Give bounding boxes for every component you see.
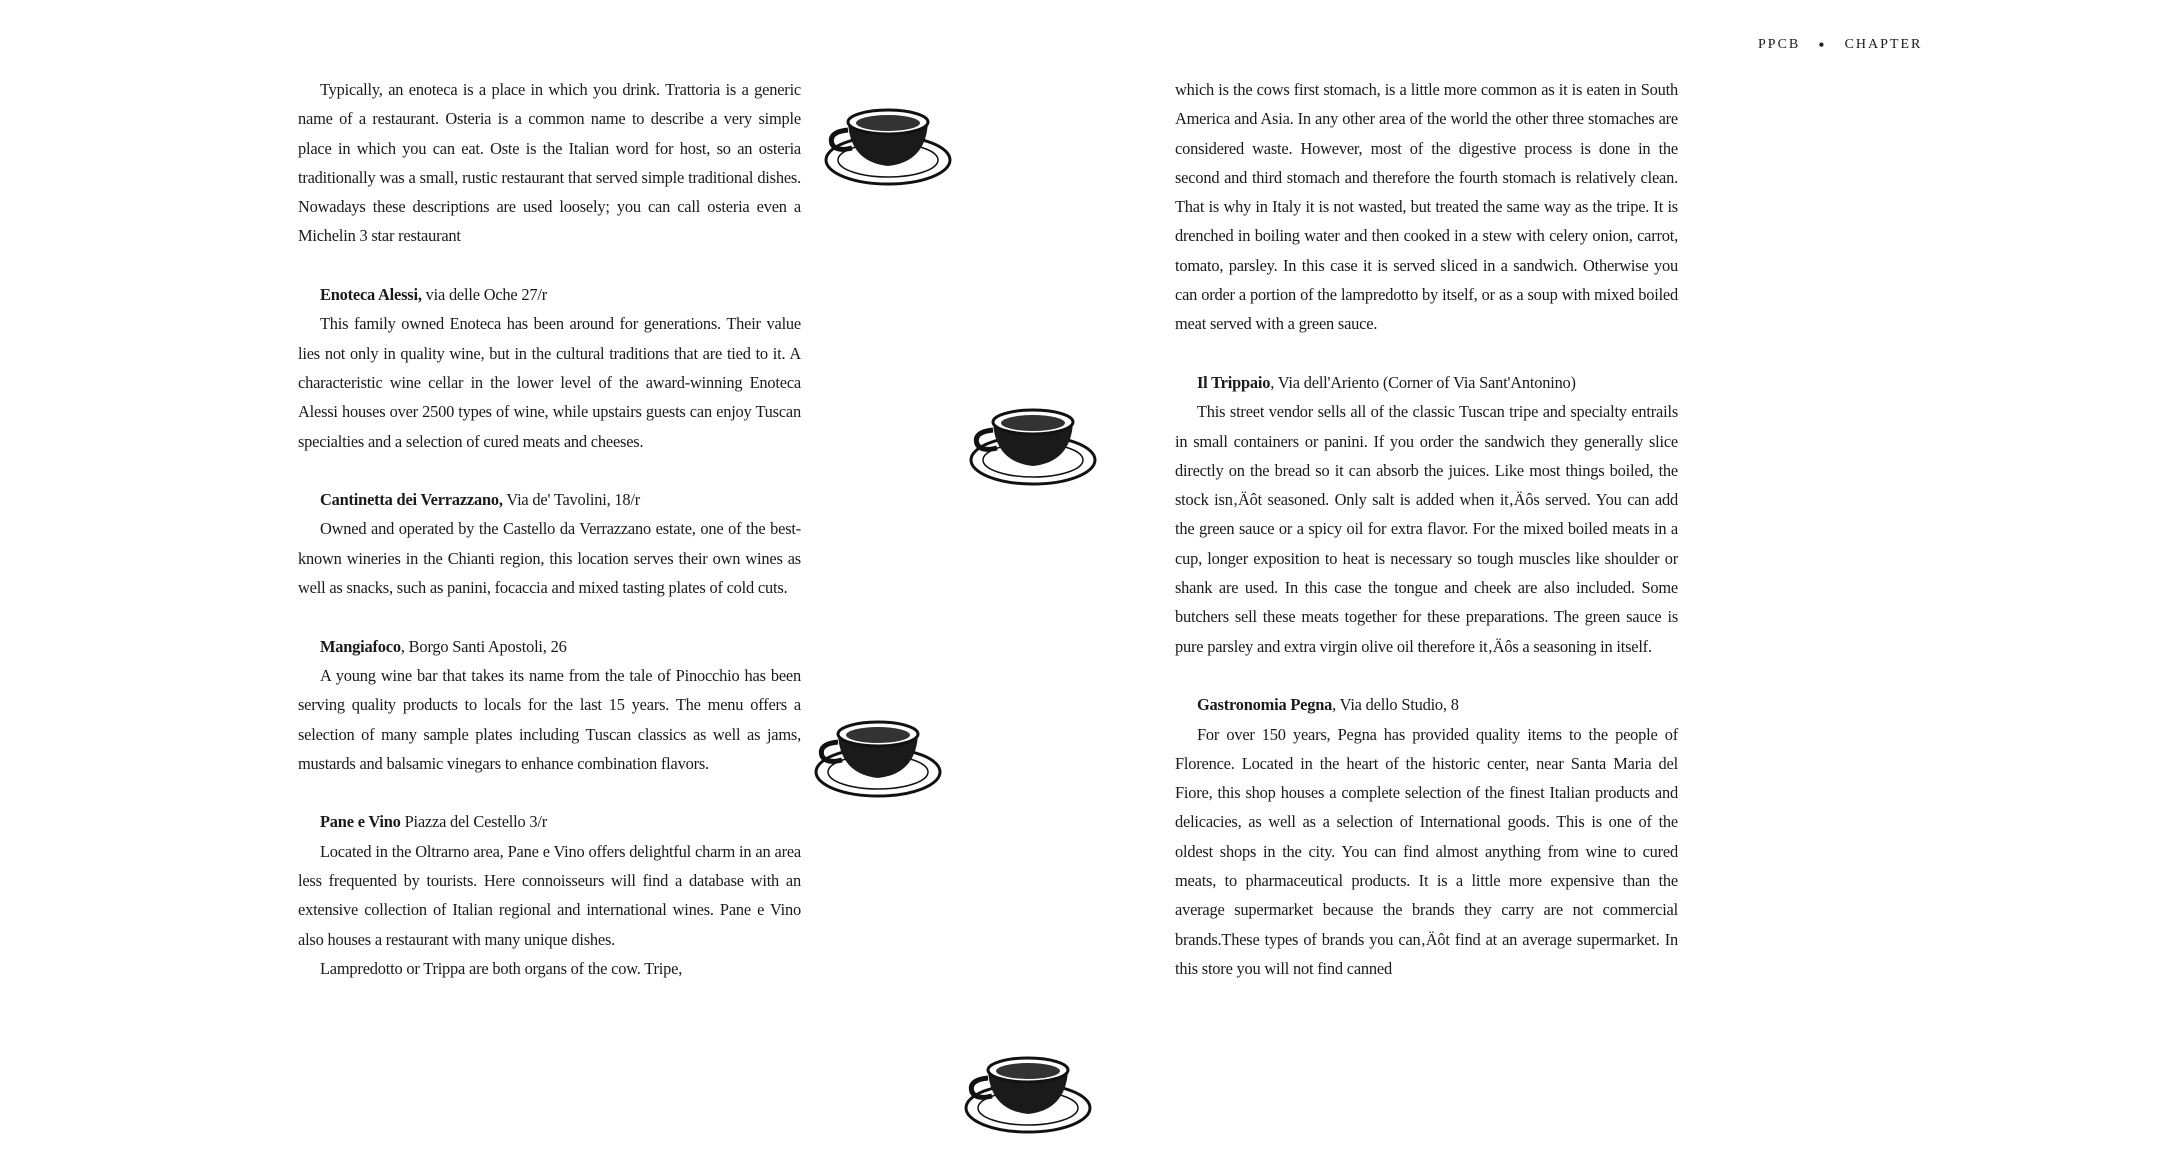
closing-paragraph: Lampredotto or Trippa are both organs of the cow. Tripe, [320,958,683,978]
entry-body: For over 150 years, Pegna has provided quality items to the people of Florence. Located in the heart of the historic center, near Santa Maria del Fiore, this shop houses a complete selection of the finest Italian products and delicacies, as well as a selection of International goods. This is one of the oldest shops in the city. You can find almost anything from wine to cured meats, to pharmaceutical products. It is a little more expensive than the average supermarket because the brands they carry are not commercial brands.These types of brands you can‚Äôt find at an average supermarket. In this store you will not find canned [1175,724,1678,978]
entry-body: Located in the Oltrarno area, Pane e Vino offers delightful charm in an area less frequented by tourists. Here connoisseurs will find a database with an extensive collection of Italian regional and international wines. Pane e Vino also houses a restaurant with many unique dishes. [298,841,801,949]
running-head-separator: • [1818,35,1827,55]
entry-heading [1175,368,1678,397]
entry-address: Via de' Tavolini, 18/r [502,490,641,510]
entry-name: Enoteca Alessi, [320,285,422,305]
entry-body: This street vendor sells all of the classic Tuscan tripe and specialty entrails in small containers or panini. If you order the sandwich they generally slice directly on the bread so it can absorb the juices. Like most things boiled, the stock isn‚Äôt seasoned. Only salt is added when it‚Äôs served. You can add the green sauce or a spicy oil for extra flavor. For the mixed boiled meats in a cup, longer exposition to heat is necessary so tough muscles like shoulder or shank are used. In this case the tongue and cheek are also included. Some butchers sell these meats together for these preparations. The green sauce is pure parsley and extra virgin olive oil therefore it‚Äôs a seasoning in itself. [1175,402,1678,656]
entry-address: Piazza del Cestello 3/r [400,812,547,832]
entry-address: , Via dello Studio, 8 [1332,695,1459,715]
coffee-cup-icon [818,92,958,192]
entry-body: This family owned Enoteca has been around for generations. Their value lies not only in quality wine, but in the cultural traditions that are tied to it. A characteristic wine cellar in the lower level of the award-winning Enoteca Alessi houses over 2500 types of wine, while upstairs guests can enjoy Tuscan specialties and a selection of cured meats and cheeses. [298,314,801,451]
coffee-cup-icon [963,392,1103,492]
coffee-cup-icon [808,704,948,804]
entry-heading [1175,690,1678,719]
entry-cantinetta-dei-verrazzano [298,485,801,602]
entry-mangiafoco [298,632,801,778]
right-column [1175,75,1678,983]
entry-name: Mangiafoco [320,636,401,656]
entry-heading [298,807,801,836]
running-head-book: PPCB [1758,37,1801,52]
entry-name: Pane e Vino [320,812,401,832]
entry-enoteca-alessi [298,280,801,456]
entry-pane-e-vino [298,807,801,953]
entry-address: , Via dell'Ariento (Corner of Via Sant'Antonino) [1270,372,1576,392]
entry-il-trippaio [1175,368,1678,661]
entry-name: Cantinetta dei Verrazzano, [320,490,503,510]
running-head-chapter: CHAPTER [1844,37,1923,52]
continued-paragraph: which is the cows first stomach, is a little more common as it is eaten in South America and Asia. In any other area of the world the other three stomaches are considered waste. However, most of the digestive process is done in the second and third stomach and therefore the fourth stomach is relatively clean. That is why in Italy it is not wasted, but treated the same way as the tripe. It is drenched in boiling water and then cooked in a stew with celery onion, carrot, tomato, parsley. In this case it is served sliced in a sandwich. Otherwise you can order a portion of the lampredotto by itself, or as a soup with mixed boiled meat served with a green sauce. [1175,80,1678,334]
left-column [298,75,801,983]
running-head [1758,36,1922,54]
entry-body: A young wine bar that takes its name from the tale of Pinocchio has been serving quality products to locals for the last 15 years. The menu offers a selection of many sample plates including Tuscan classics as well as jams, mustards and balsamic vinegars to enhance combination flavors. [298,665,801,773]
entry-name: Gastronomia Pegna [1197,695,1333,715]
entry-heading [298,280,801,309]
coffee-cup-icon [958,1040,1098,1140]
entry-heading [298,485,801,514]
entry-heading [298,632,801,661]
entry-address: via delle Oche 27/r [421,285,547,305]
entry-address: , Borgo Santi Apostoli, 26 [400,636,567,656]
entry-name: Il Trippaio [1197,372,1271,392]
intro-paragraph: Typically, an enoteca is a place in which you drink. Trattoria is a generic name of a restaurant. Osteria is a common name to describe a very simple place in which you can eat. Oste is the Italian word for host, so an osteria traditionally was a small, rustic restaurant that served simple traditional dishes. Nowadays these descriptions are used loosely; you can call osteria even a Michelin 3 star restaurant [298,80,801,246]
entry-body: Owned and operated by the Castello da Verrazzano estate, one of the best-known wineries in the Chianti region, this location serves their own wines as well as snacks, such as panini, focaccia and mixed tasting plates of cold cuts. [298,519,801,598]
entry-gastronomia-pegna [1175,690,1678,983]
